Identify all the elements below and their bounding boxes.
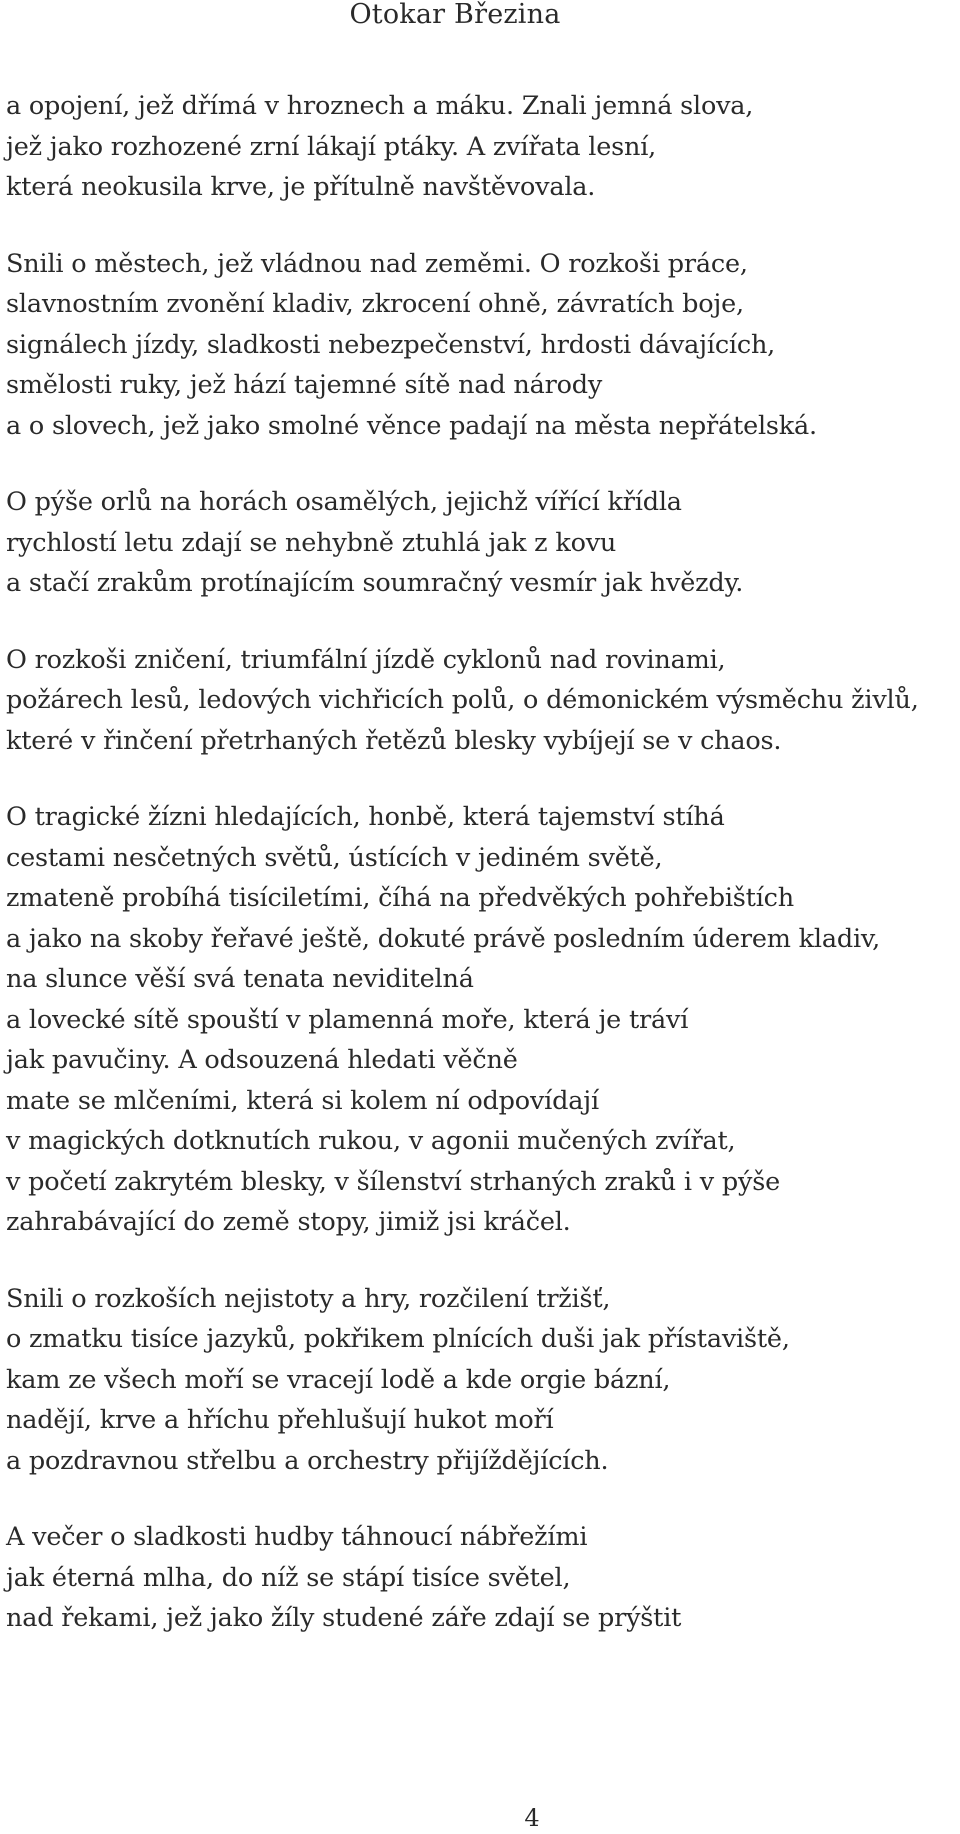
poem-line: jak pavučiny. A odsouzená hledati věčně — [6, 1045, 518, 1075]
poem-line: požárech lesů, ledových vichřicích polů, o démonickém výsměchu živlů, — [6, 685, 919, 715]
poem-line: nadějí, krve a hříchu přehlušují hukot moří — [6, 1405, 554, 1435]
poem-line: zmateně probíhá tisíciletími, číhá na předvěkých pohřebištích — [6, 883, 794, 913]
poem-line: O tragické žízni hledajících, honbě, která tajemství stíhá — [6, 802, 725, 832]
poem-line: o zmatku tisíce jazyků, pokřikem plnících duši jak přístaviště, — [6, 1324, 790, 1354]
poem-line: Snili o rozkoších nejistoty a hry, rozčilení tržišť, — [6, 1283, 611, 1314]
poem-line: rychlostí letu zdají se nehybně ztuhlá jak z kovu — [6, 527, 617, 558]
poem-line: a opojení, jež dřímá v hroznech a máku. Znali jemná slova, — [6, 91, 754, 121]
stanza — [6, 1279, 956, 1482]
poem-line: které v řinčení přetrhaných řetězů blesky vybíjejí se v chaos. — [6, 725, 782, 756]
poem-line: kam ze všech moří se vracejí lodě a kde orgie bázní, — [6, 1364, 671, 1395]
poem-line: slavnostním zvonění kladiv, zkrocení ohně, závratích boje, — [6, 289, 744, 319]
poem-line: Snili o městech, jež vládnou nad zeměmi. O rozkoši práce, — [6, 248, 748, 279]
poem-line: jak éterná mlha, do níž se stápí tisíce světel, — [6, 1562, 571, 1593]
poem-line: signálech jízdy, sladkosti nebezpečenství, hrdosti dávajících, — [6, 329, 776, 360]
stanza — [6, 244, 956, 447]
poem-line: a pozdravnou střelbu a orchestry přijíždějících. — [6, 1445, 609, 1476]
stanza — [6, 1517, 956, 1639]
poem-line: a jako na skoby řeřavé ještě, dokuté právě posledním úderem kladiv, — [6, 923, 880, 954]
poem-line: O pýše orlů na horách osamělých, jejichž vířící křídla — [6, 487, 682, 517]
poem-line: a lovecké sítě spouští v plamenná moře, která je tráví — [6, 1004, 689, 1035]
page-number: 4 — [524, 1804, 540, 1832]
poem-line: mate se mlčeními, která si kolem ní odpovídají — [6, 1085, 599, 1116]
poem-line: v početí zakrytém blesky, v šílenství strhaných zraků i v pýše — [6, 1166, 781, 1197]
poem-line: jež jako rozhozené zrní lákají ptáky. A zvířata lesní, — [6, 131, 657, 162]
poem-line: cestami nesčetných světů, ústících v jediném světě, — [6, 842, 663, 873]
running-head-title: Otokar Březina — [349, 0, 561, 30]
poem-line: zahrabávající do země stopy, jimiž jsi kráčel. — [6, 1207, 571, 1237]
poem-line: A večer o sladkosti hudby táhnoucí nábřežími — [6, 1522, 588, 1552]
poem-line: a stačí zrakům protínajícím soumračný vesmír jak hvězdy. — [6, 568, 744, 598]
poem-line: v magických dotknutích rukou, v agonii mučených zvířat, — [6, 1126, 736, 1156]
poem-line: nad řekami, jež jako žíly studené záře zdají se prýštit — [6, 1603, 682, 1633]
stanza — [6, 640, 956, 762]
poem-line: a o slovech, jež jako smolné věnce padají na města nepřátelská. — [6, 410, 817, 441]
poem-line: která neokusila krve, je přítulně navštěvovala. — [6, 172, 596, 202]
stanza — [6, 797, 956, 1243]
poem-body — [6, 86, 956, 1675]
stanza — [6, 86, 956, 208]
poem-line: smělosti ruky, jež hází tajemné sítě nad národy — [6, 370, 603, 400]
stanza — [6, 482, 956, 604]
poem-line: na slunce věší svá tenata neviditelná — [6, 964, 474, 994]
poem-line: O rozkoši zničení, triumfální jízdě cyklonů nad rovinami, — [6, 644, 726, 675]
